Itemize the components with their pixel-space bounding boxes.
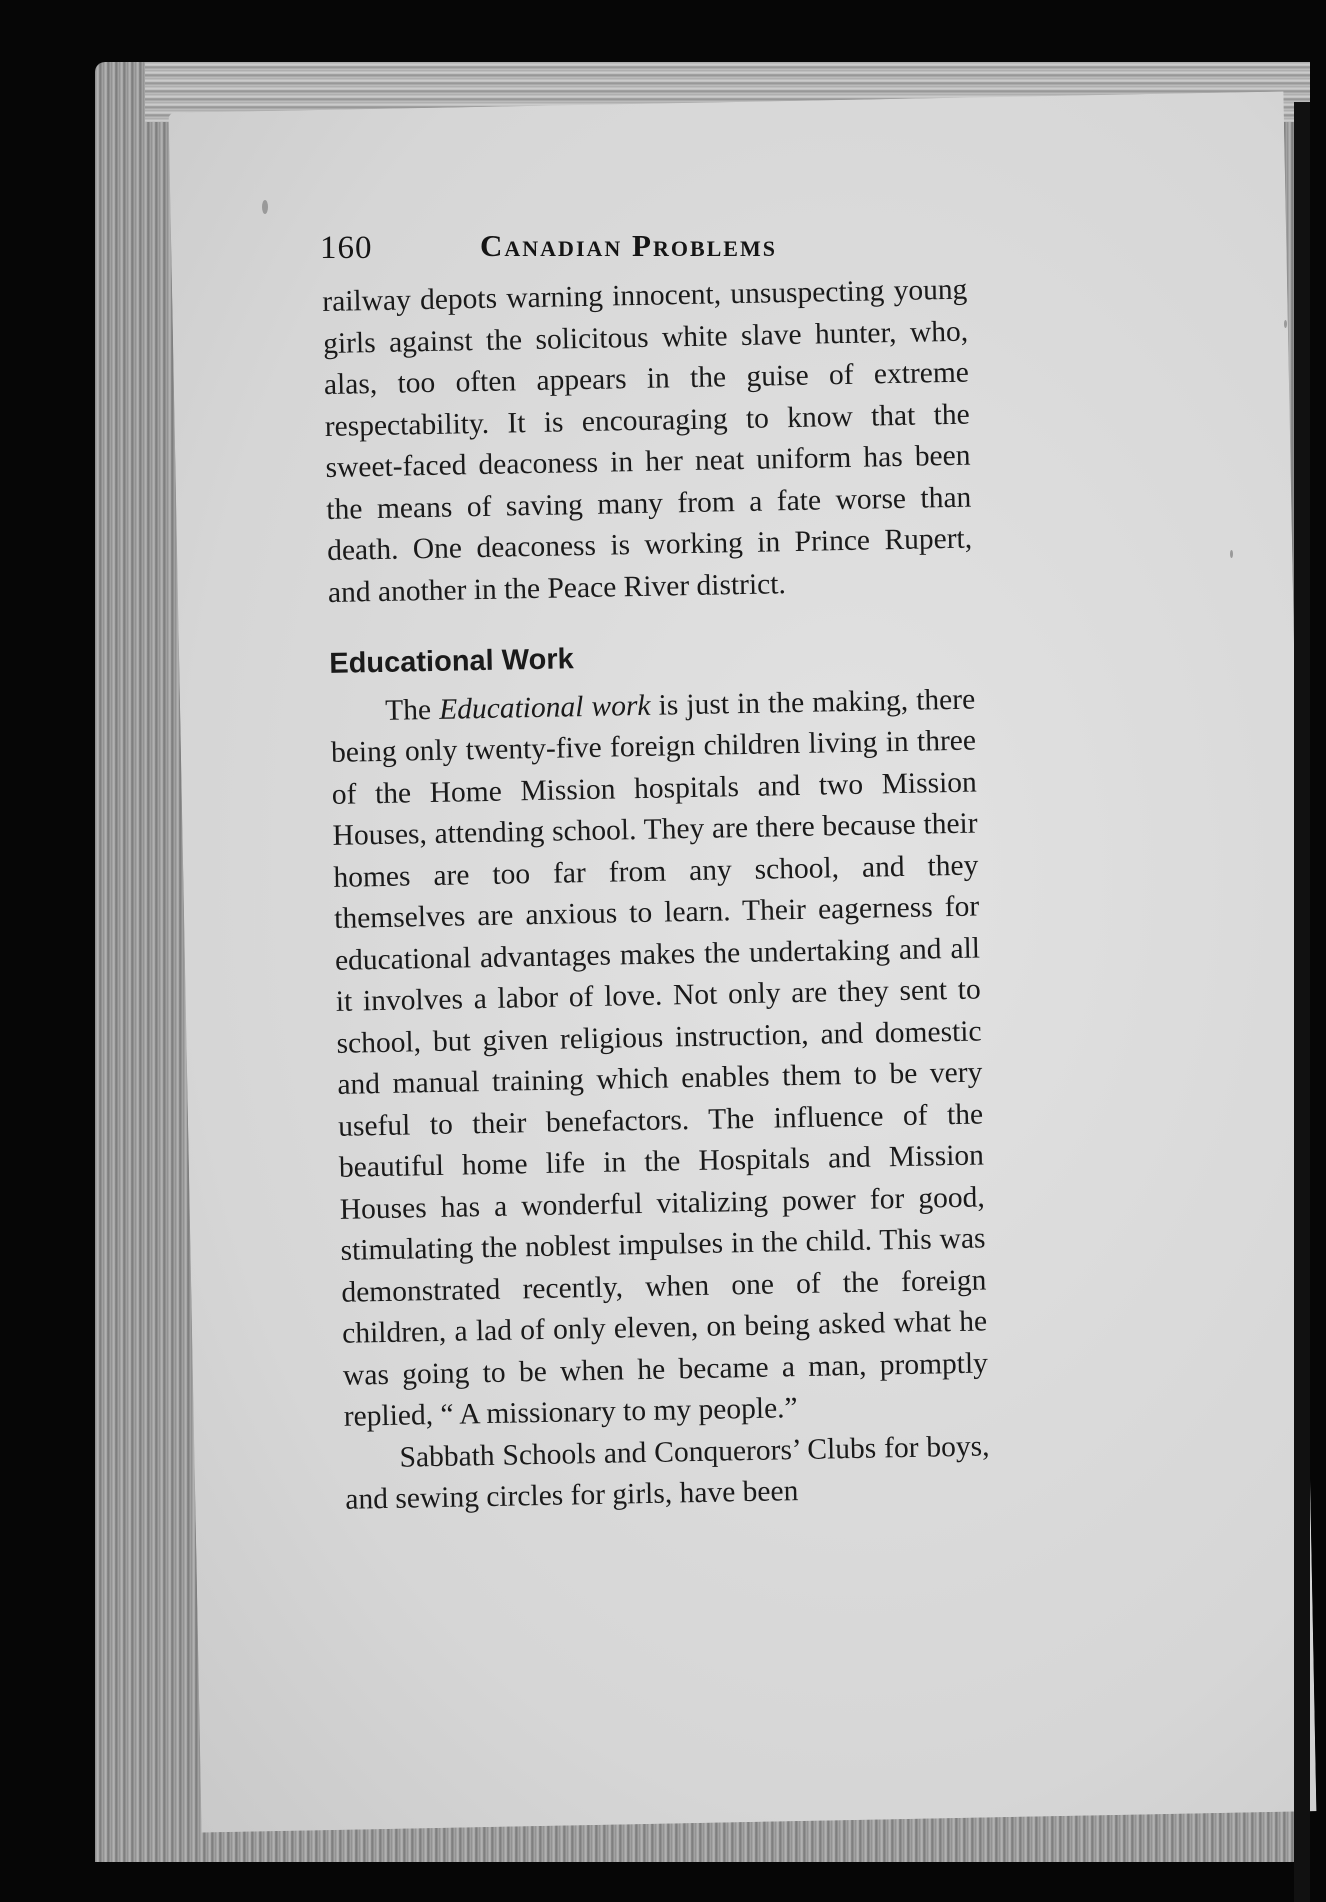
running-head: Canadian Problems [480,228,777,263]
paragraph-1: railway depots warning innocent, unsuspecting young girls against the solicitous white slave hunter, who, alas, too often appears in the guise of extreme respectability. It is encouraging to know that the sweet-faced deaconess in her neat uniform has been the means of saving many from a fate worse than death. One deaconess is working in Prince Rupert, and another in the Peace River district. [322,273,973,609]
section-heading: Educational Work [329,643,574,680]
paragraph-2-lead: The [384,693,440,727]
paragraph-3: Sabbath Schools and Conquerors’ Clubs for boys, and sewing circles for girls, have been [345,1429,990,1516]
paragraph-2-rest: is just in the making, there being only twenty-five foreign children living in three of the Home Mission hospitals and two Mission Houses, attending school. They are there because their homes are too far from any school, and they themselves are anxious to learn. Their eagerness for educational advantages makes the undertaking and all it involves a labor of love. Not only are they sent to school, but given religious instruction, and domestic and manual training which enables them to be very useful to their benefactors. The influence of the beautiful home life in the Hospitals and Mission Houses has a wonderful vitalizing power for good, stimulating the noblest impulses in the child. This was demonstrated recently, when one of the foreign children, a lad of only eleven, on being asked what he was going to be when he became a man, promptly replied, “ A missionary to my people.” [330,683,989,1433]
dust-speck [1230,550,1233,558]
dust-speck [1284,320,1287,328]
text-block [322,270,991,1522]
book-gutter [1294,102,1310,1902]
dust-speck [262,200,268,214]
paragraph-2 [330,679,989,1438]
paragraph-2-italic: Educational work [438,689,651,726]
page-number: 160 [320,230,373,266]
page-header [320,222,1020,272]
